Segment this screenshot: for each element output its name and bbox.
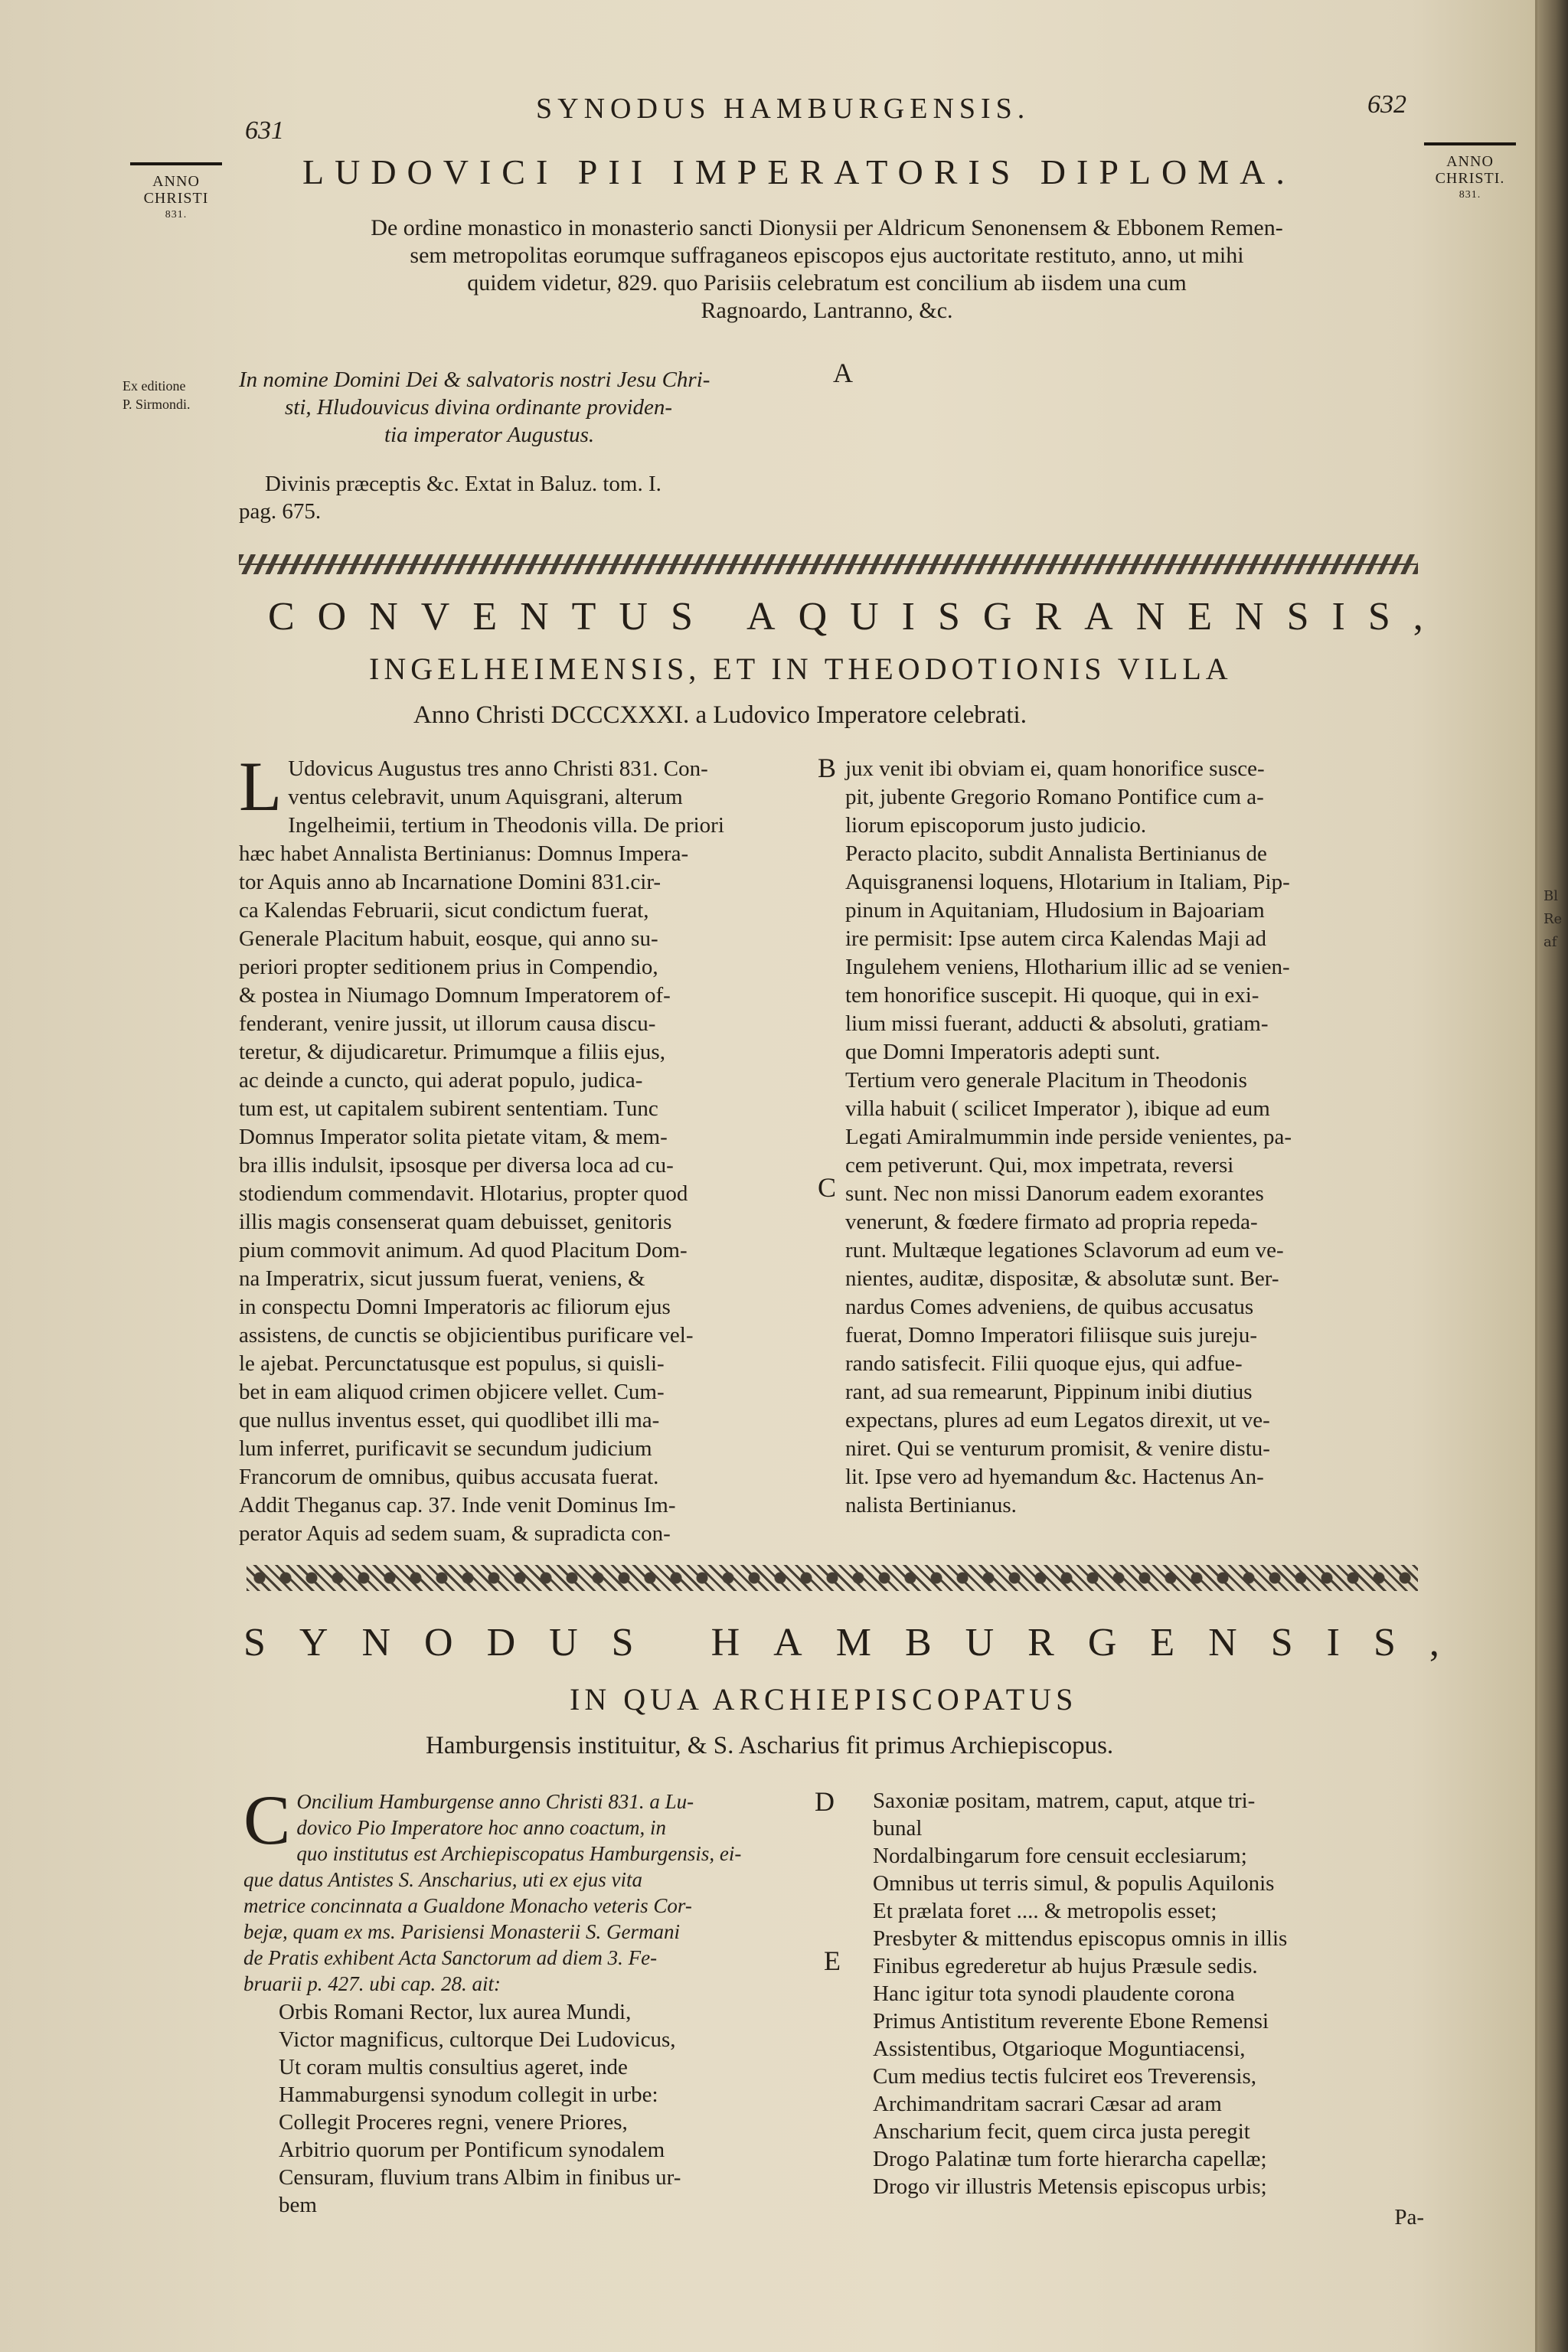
synodus-verse-line: bunal <box>873 1816 923 1841</box>
conventus-left-line: bra illis indulsit, ipsosque per diversa loca ad cu- <box>239 1153 674 1178</box>
conventus-right-line: fuerat, Domno Imperatori filiisque suis jureju- <box>845 1323 1257 1348</box>
conventus-right-line: nardus Comes adveniens, de quibus accusatus <box>845 1295 1254 1319</box>
conventus-right-lines <box>845 755 1424 1520</box>
synodus-verse-line: bem <box>279 2193 317 2217</box>
conventus-left-line: illis magis consenserat quam debuisset, genitoris <box>239 1210 672 1234</box>
conventus-right-line: rando satisfecit. Filii quoque ejus, qui adfue- <box>845 1351 1243 1376</box>
gutter-fragment: Re <box>1544 911 1563 927</box>
synodus-prose-line: dovico Pio Imperatore hoc anno coactum, in <box>296 1816 667 1839</box>
margin-rule <box>1424 142 1516 145</box>
conventus-right-line: venerunt, & fœdere firmato ad propria repeda- <box>845 1210 1258 1234</box>
synodus-verse-line: Collegit Proceres regni, venere Priores, <box>279 2110 628 2135</box>
synodus-verse-line: Archimandritam sacrari Cæsar ad aram <box>873 2092 1222 2116</box>
conventus-left-line: in conspectu Domni Imperatoris ac filiorum ejus <box>239 1295 671 1319</box>
diploma-invocation <box>239 366 821 449</box>
sidenote-line: P. Sirmondi. <box>122 397 191 412</box>
synodus-verse-line: Assistentibus, Otgarioque Moguntiacensi, <box>873 2037 1246 2061</box>
synodus-verse-line: Censuram, fluvium trans Albim in finibus ur- <box>279 2165 681 2190</box>
dropcap-c: C <box>243 1781 291 1859</box>
conventus-right-line: niret. Qui se venturum promisit, & venire distu- <box>845 1436 1270 1461</box>
summary-line: quidem videtur, 829. quo Parisiis celebratum est concilium ab iisdem una cum <box>467 270 1187 296</box>
conventus-right-line: lit. Ipse vero ad hyemandum &c. Hactenus An- <box>845 1465 1264 1489</box>
conventus-left-line: bet in eam aliquod crimen objicere vellet. Cum- <box>239 1380 665 1404</box>
synodus-verse-line: Drogo Palatinæ tum forte hierarcha capellæ; <box>873 2147 1267 2171</box>
conventus-left-line: periori propter seditionem prius in Compendio, <box>239 955 658 979</box>
anno-label: ANNO <box>152 173 200 190</box>
sidenote-line: Ex editione <box>122 378 186 394</box>
synodus-verse-line: Primus Antistitum reverente Ebone Remensi <box>873 2009 1269 2034</box>
synodus-verse-line: Ut coram multis consultius ageret, inde <box>279 2055 628 2079</box>
synodus-line: Hamburgensis instituitur, & S. Ascharius fit primus Archiepiscopus. <box>426 1732 1114 1759</box>
margin-letter-c: C <box>818 1172 837 1203</box>
invocation-line: In nomine Domini Dei & salvatoris nostri Jesu Chri- <box>239 368 710 392</box>
synodus-prose-line: Oncilium Hamburgense anno Christi 831. a Lu- <box>296 1790 694 1813</box>
conventus-left-line: Domnus Imperator solita pietate vitam, & mem- <box>239 1125 668 1149</box>
conventus-right-line: pit, jubente Gregorio Romano Pontifice cum a- <box>845 785 1264 809</box>
ornamental-band <box>247 1565 1418 1591</box>
synodus-prose <box>243 1781 822 1997</box>
synodus-prose-line: que datus Antistes S. Anscharius, uti ex ejus vita <box>243 1868 642 1891</box>
conventus-left-line: teretur, & dijudicaretur. Primumque a filiis ejus, <box>239 1040 665 1064</box>
conventus-date-line: Anno Christi DCCCXXXI. a Ludovico Imperatore celebrati. <box>413 701 1027 729</box>
synodus-prose-line: metrice concinnata a Gualdone Monacho veteris Cor- <box>243 1894 692 1917</box>
margin-letter-a: A <box>833 358 853 388</box>
conventus-right-line: expectans, plures ad eum Legatos direxit, ut ve- <box>845 1408 1270 1432</box>
conventus-right-line: Aquisgranensi loquens, Hlotarium in Italiam, Pip- <box>845 870 1290 894</box>
year-label: 831. <box>165 209 188 220</box>
conventus-left-line: & postea in Niumago Domnum Imperatorem of- <box>239 983 671 1008</box>
ornamental-rule <box>239 554 1418 574</box>
conventus-right-line: tem honorifice suscepit. Hi quoque, qui in exi- <box>845 983 1259 1008</box>
synodus-prose-line: bejæ, quam ex ms. Parisiensi Monasterii S. Germani <box>243 1920 680 1943</box>
conventus-column-right <box>845 755 1424 1520</box>
conventus-left-line: le ajebat. Percunctatusque est populus, si quisli- <box>239 1351 665 1376</box>
conventus-right-line: Legati Amiralmummin inde perside venientes, pa- <box>845 1125 1292 1149</box>
conventus-right-line: Ingulehem veniens, Hlotharium illic ad se venien- <box>845 955 1290 979</box>
conventus-left-line: hæc habet Annalista Bertinianus: Domnus Impera- <box>239 841 689 866</box>
conventus-right-line: nientes, auditæ, dispositæ, & absolutæ sunt. Ber- <box>845 1266 1279 1291</box>
edition-sidenote <box>122 377 191 413</box>
conventus-right-line: ire permisit: Ipse autem circa Kalendas Maji ad <box>845 926 1266 951</box>
synodus-verse-left <box>279 1998 822 2219</box>
summary-line: sem metropolitas eorumque suffraganeos episcopos ejus auctoritate restituto, anno, ut mihi <box>410 243 1244 268</box>
year-label: 831. <box>1459 189 1481 201</box>
christi-label: CHRISTI <box>143 190 209 207</box>
synodus-subtitle: IN QUA ARCHIEPISCOPATUS <box>570 1682 1078 1717</box>
diploma-text-line: Divinis præceptis &c. Extat in Baluz. tom. I. <box>265 472 662 496</box>
diploma-text <box>239 470 847 525</box>
conventus-left-line: stodiendum commendavit. Hlotarius, propter quod <box>239 1181 688 1206</box>
margin-rule <box>130 162 222 165</box>
conventus-right-line: pinum in Aquitaniam, Hludosium in Bajoariam <box>845 898 1265 923</box>
page-number-left: 631 <box>245 116 284 145</box>
conventus-column-left <box>239 747 821 1548</box>
conventus-left-line: Generale Placitum habuit, eosque, qui anno su- <box>239 926 658 951</box>
conventus-right-line: rant, ad sua remearunt, Pippinum inibi diutius <box>845 1380 1253 1404</box>
conventus-left-line: perator Aquis ad sedem suam, & supradicta con- <box>239 1521 671 1546</box>
synodus-verse-line: Hanc igitur tota synodi plaudente corona <box>873 1981 1235 2006</box>
synodus-verse-line: Finibus egrederetur ab hujus Præsule sedis. <box>873 1954 1258 1978</box>
conventus-left-line: lum inferret, purificavit se secundum judicium <box>239 1436 652 1461</box>
conventus-left-line: Ingelheimii, tertium in Theodonis villa. De priori <box>288 813 724 838</box>
diploma-text-line: pag. 675. <box>239 499 322 524</box>
synodus-prose-line: quo institutus est Archiepiscopatus Hamburgensis, ei- <box>296 1842 742 1865</box>
conventus-right-line: que Domni Imperatoris adepti sunt. <box>845 1040 1161 1064</box>
conventus-subtitle: INGELHEIMENSIS, ET IN THEODOTIONIS VILLA <box>369 652 1233 686</box>
conventus-right-line: Tertium vero generale Placitum in Theodonis <box>845 1068 1247 1093</box>
synodus-verse-line: Omnibus ut terris simul, & populis Aquilonis <box>873 1871 1275 1896</box>
anno-christi-right <box>1416 142 1524 204</box>
conventus-right-line: lium missi fuerant, adducti & absoluti, gratiam- <box>845 1011 1269 1036</box>
synodus-column-left <box>243 1781 822 2219</box>
christi-label: CHRISTI. <box>1435 170 1505 187</box>
synodus-verse-line: Cum medius tectis fulciret eos Treverensis, <box>873 2064 1256 2089</box>
synodus-title: SYNODUS HAMBURGENSIS, <box>243 1621 1473 1664</box>
conventus-right-line: cem petiverunt. Qui, mox impetrata, reversi <box>845 1153 1234 1178</box>
conventus-left-line: que nullus inventus esset, qui quodlibet illi ma- <box>239 1408 660 1432</box>
conventus-right-line: nalista Bertinianus. <box>845 1493 1017 1517</box>
conventus-left-line: assistens, de cunctis se objicientibus purificare vel- <box>239 1323 694 1348</box>
synodus-prose-line: bruarii p. 427. ubi cap. 28. ait: <box>243 1972 501 1995</box>
conventus-left-line: tor Aquis anno ab Incarnatione Domini 831.cir- <box>239 870 662 894</box>
synodus-verse-line: Orbis Romani Rector, lux aurea Mundi, <box>279 2000 632 2024</box>
conventus-left-line: na Imperatrix, sicut jussum fuerat, veniens, & <box>239 1266 645 1291</box>
conventus-left-line: ca Kalendas Februarii, sicut condictum fuerat, <box>239 898 649 923</box>
synodus-verse-line: Nordalbingarum fore censuit ecclesiarum; <box>873 1844 1247 1868</box>
gutter-fragment: af <box>1544 934 1557 950</box>
gutter-fragment: Bl <box>1544 888 1558 904</box>
margin-letter-e: E <box>824 1945 841 1976</box>
synodus-verse-line: Saxoniæ positam, matrem, caput, atque tri- <box>873 1788 1256 1813</box>
summary-line: Ragnoardo, Lantranno, &c. <box>701 298 953 323</box>
catchword: Pa- <box>1394 2205 1424 2230</box>
conventus-left-line: pium commovit animum. Ad quod Placitum Dom- <box>239 1238 688 1263</box>
margin-letter-b: B <box>818 753 837 783</box>
synodus-verse-line: Et prælata foret .... & metropolis esset; <box>873 1899 1217 1923</box>
page-number-right: 632 <box>1367 90 1406 119</box>
conventus-title: CONVENTUS AQUISGRANENSIS, <box>268 595 1446 639</box>
synodus-verse-line: Hammaburgensi synodum collegit in urbe: <box>279 2082 658 2107</box>
summary-line: De ordine monastico in monasterio sancti Dionysii per Aldricum Senonensem & Ebbonem Remen- <box>371 215 1283 240</box>
synodus-verse-line: Victor magnificus, cultorque Dei Ludovicus, <box>279 2027 676 2052</box>
synodus-prose-line: de Pratis exhibent Acta Sanctorum ad diem 3. Fe- <box>243 1946 658 1969</box>
diploma-title: LUDOVICI PII IMPERATORIS DIPLOMA. <box>302 152 1295 191</box>
invocation-line: tia imperator Augustus. <box>384 423 595 447</box>
book-gutter <box>1537 0 1568 2352</box>
conventus-right-line: runt. Multæque legationes Sclavorum ad eum ve- <box>845 1238 1284 1263</box>
conventus-right-line: Peracto placito, subdit Annalista Bertinianus de <box>845 841 1267 866</box>
diploma-summary <box>230 214 1424 325</box>
conventus-left-line: Francorum de omnibus, quibus accusata fuerat. <box>239 1465 659 1489</box>
invocation-line: sti, Hludouvicus divina ordinante providen- <box>285 395 673 420</box>
synodus-verse-line: Anscharium fecit, quem circa justa peregit <box>873 2119 1250 2144</box>
synodus-verse-line: Presbyter & mittendus episcopus omnis in illis <box>873 1926 1288 1951</box>
anno-christi-left <box>122 162 230 224</box>
running-title: SYNODUS HAMBURGENSIS. <box>536 93 1031 125</box>
margin-letter-d: D <box>815 1786 835 1817</box>
conventus-right-line: liorum episcoporum justo judicio. <box>845 813 1147 838</box>
synodus-verse-line: Drogo vir illustris Metensis episcopus urbis; <box>873 2174 1267 2199</box>
conventus-right-line: sunt. Nec non missi Danorum eadem exorantes <box>845 1181 1264 1206</box>
anno-label: ANNO <box>1446 153 1494 170</box>
conventus-right-line: jux venit ibi obviam ei, quam honorifice susce- <box>845 756 1265 781</box>
conventus-left-line: ac deinde a cuncto, qui aderat populo, judica- <box>239 1068 643 1093</box>
conventus-right-line: villa habuit ( scilicet Imperator ), ibique ad eum <box>845 1096 1270 1121</box>
synodus-verse-right <box>873 1787 1424 2200</box>
conventus-left-line: fenderant, venire jussit, ut illorum causa discu- <box>239 1011 656 1036</box>
conventus-left-line: Udovicus Augustus tres anno Christi 831. Con- <box>288 756 708 781</box>
synodus-verse-line: Arbitrio quorum per Pontificum synodalem <box>279 2138 665 2162</box>
dropcap-l: L <box>239 747 283 825</box>
conventus-left-lines <box>239 747 821 1548</box>
conventus-left-line: tum est, ut capitalem subirent sententiam. Tunc <box>239 1096 658 1121</box>
conventus-left-line: Addit Theganus cap. 37. Inde venit Dominus Im- <box>239 1493 676 1517</box>
synodus-column-right <box>873 1787 1424 2231</box>
conventus-left-line: ventus celebravit, unum Aquisgrani, alterum <box>288 785 683 809</box>
